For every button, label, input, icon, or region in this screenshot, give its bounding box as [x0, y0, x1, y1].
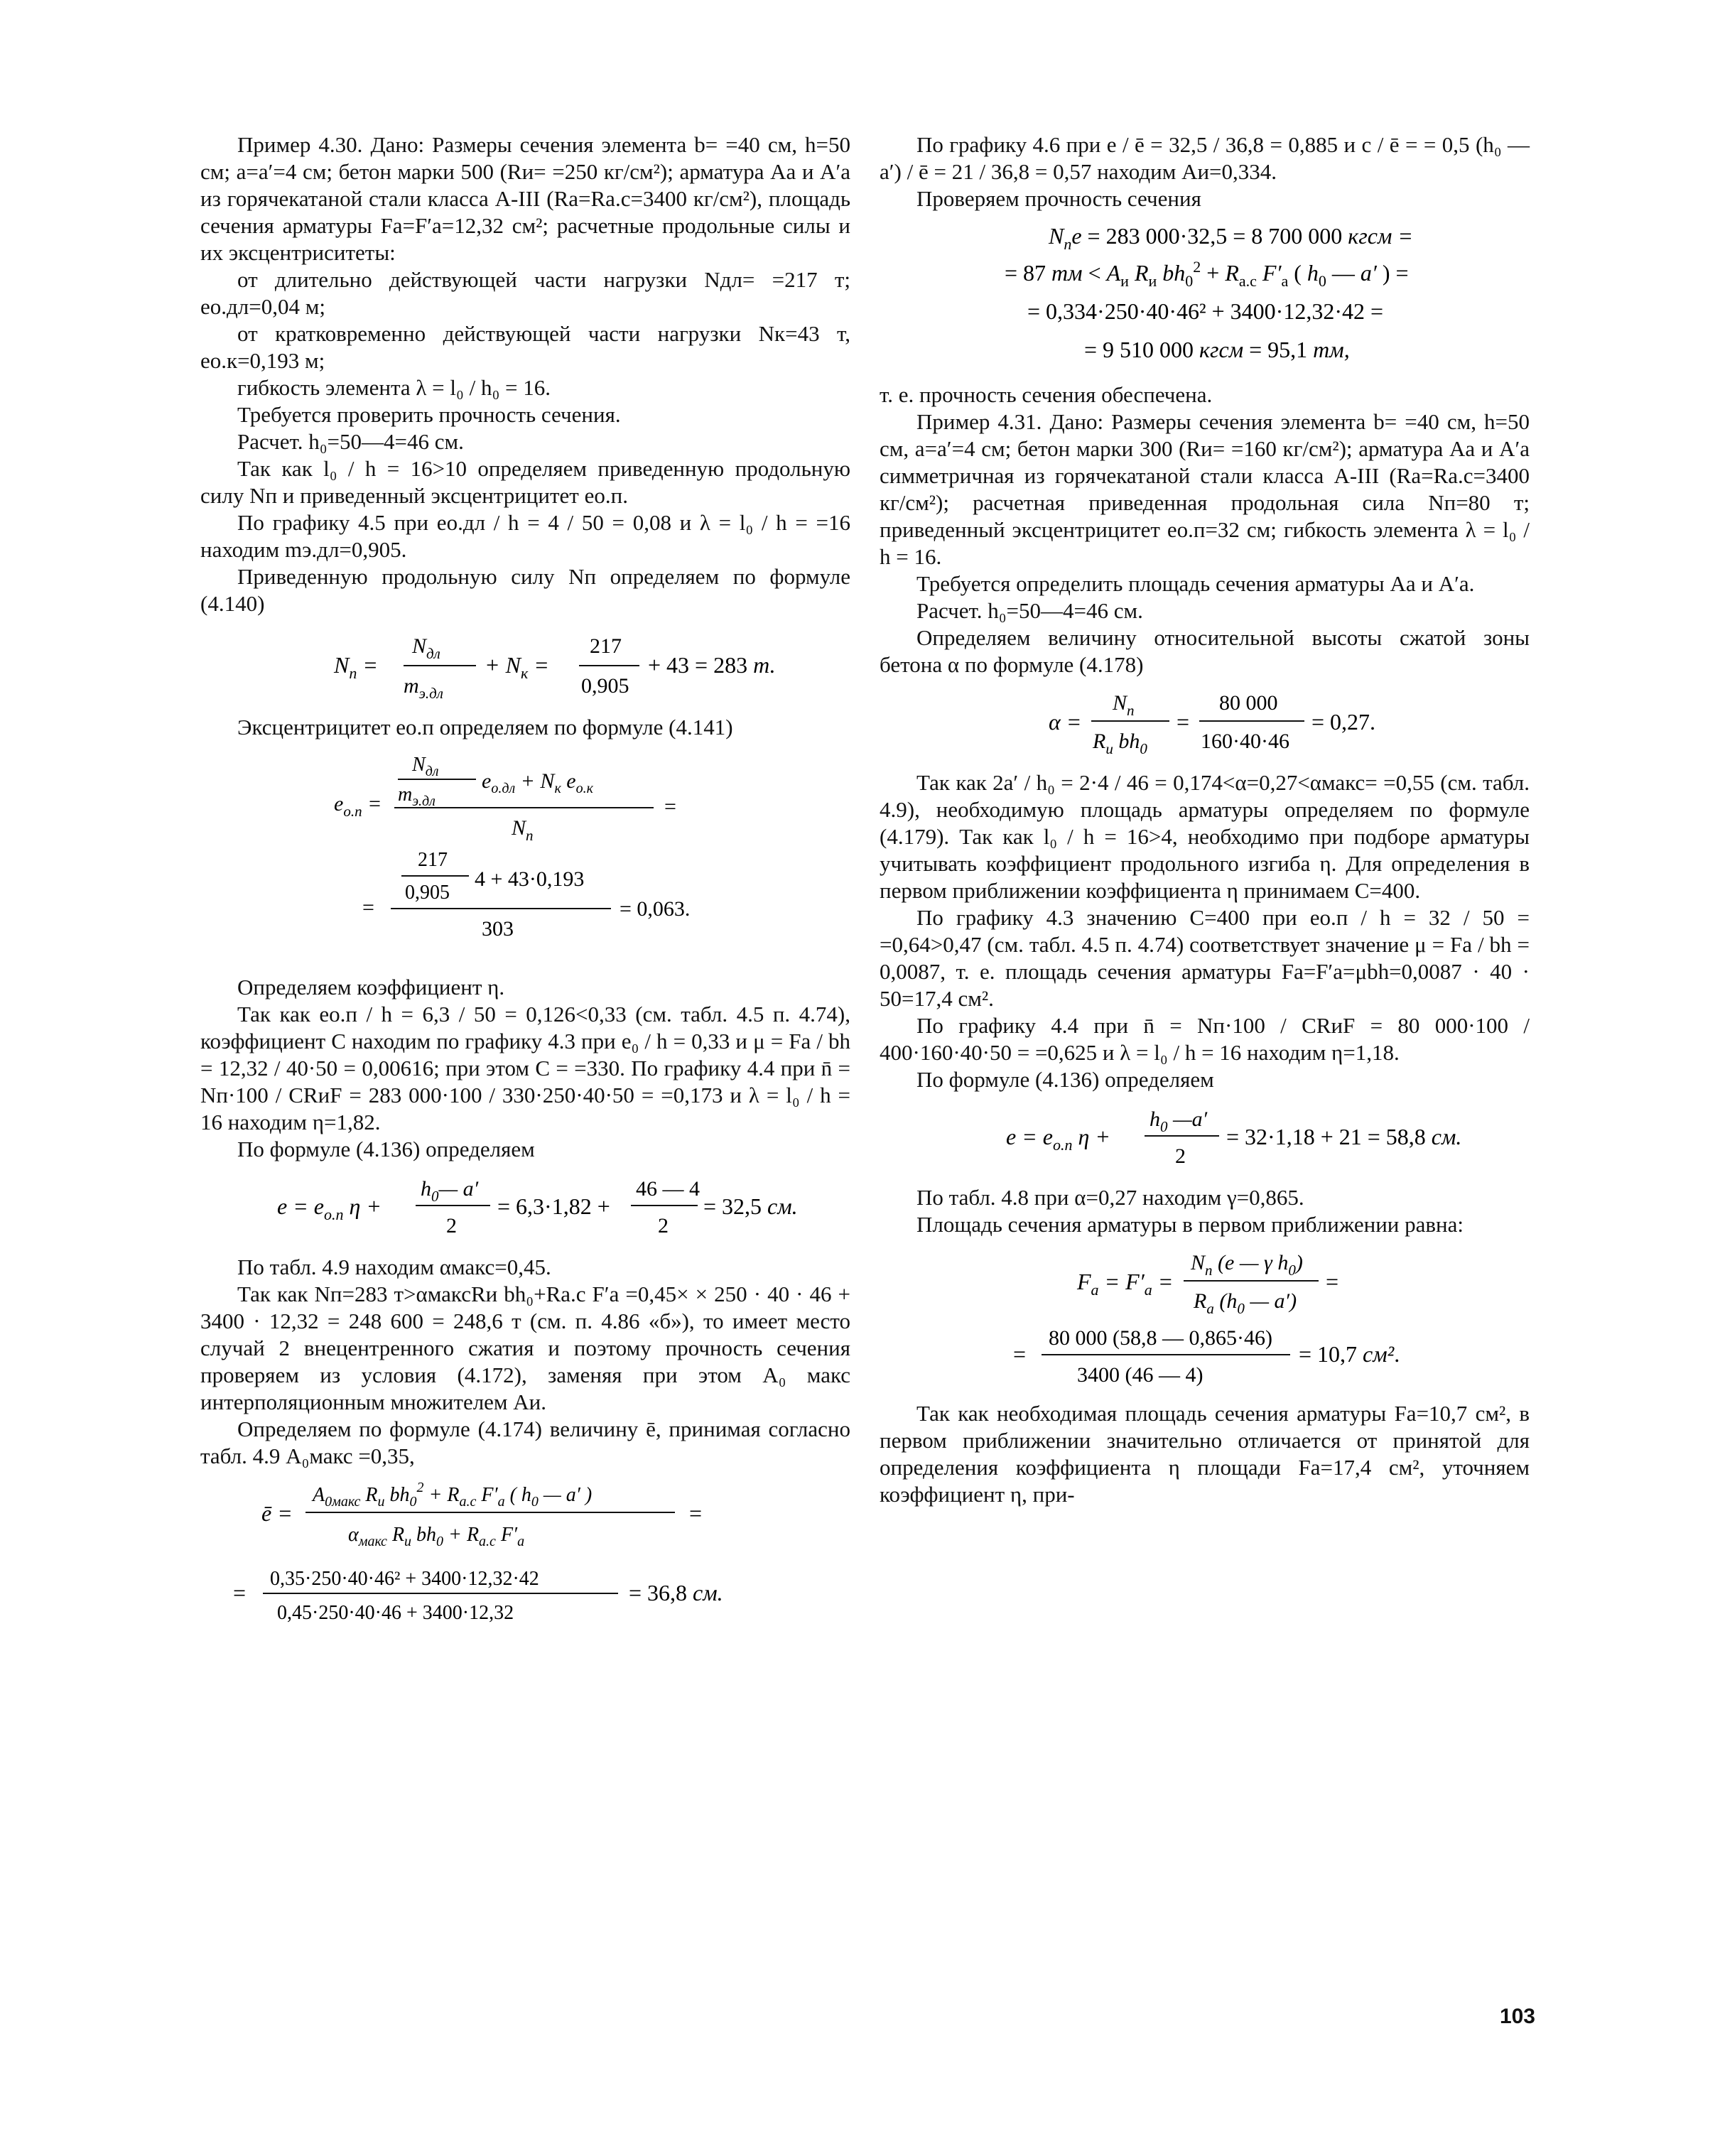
svg-text:0,35·250·40·46² + 3400·12,32·4: 0,35·250·40·46² + 3400·12,32·42: [269, 1568, 539, 1590]
calc-h0: Расчет. h₀=50—4=46 см.: [237, 429, 464, 454]
example-4-31-given: Пример 4.31. Дано: Размеры сечения элемента b= =40 см, h=50 см, a=a′=4 см; бетон марки 300 (Rи= =160 кг/см²); арматура Aа и A′а симметричная из горячекатаной стали класса А-III (Rа=Rа.с=3400 кг/см²); расчетная приведенная продольная сила Nп=80 т; приведенный эксцентрицитет eо.п=32 см; гибкость элемента λ = l₀ / h = 16.: [880, 409, 1530, 569]
svg-text:h0 —a′: $h_0$ —a′: [1149, 1107, 1207, 1135]
svg-text:Rа (h0 — a′): $R_а$ ($h_0$ — a′): [1193, 1289, 1297, 1317]
svg-text:2: 2: [657, 1214, 669, 1237]
flexibility: гибкость элемента λ = l₀ / h₀ = 16.: [237, 375, 551, 400]
svg-text:h0— a′: $h_0—$ a′: [420, 1177, 478, 1205]
svg-text:A0макс Rи bh02 + Rа.с F′а ( h0: $A_{0макс}$ $R_и$ $bh_0^2 + R_{а.с}$ $F'_а$ ( $h_0$ — a′ ): [312, 1480, 592, 1510]
svg-text:217: 217: [417, 849, 448, 871]
paragraph: По графику 4.6 при e / ē = 32,5 / 36,8 = 0,885 и c / ē = = 0,5 (h₀ — a′) / ē = 21 / 36,8 = 0,57 находим Aи=0,334.: [880, 132, 1530, 184]
paragraph: Площадь сечения арматуры в первом приближении равна:: [916, 1212, 1464, 1237]
formula-np-graphic: [305, 627, 776, 704]
svg-text:eо.п =: $e_{о.п}$ =: [333, 792, 382, 820]
svg-text:Rи bh0: $R_и$ $bh_0$: [1092, 730, 1147, 757]
paragraph: Так как l₀ / h = 16>10 определяем приведенную продольную силу Nп и приведенный эксцентрицитет eо.п.: [200, 456, 850, 508]
left-column: [200, 131, 850, 1639]
formula-e-2: [880, 1103, 1530, 1174]
svg-text:= 0,334·250·40·46² + 3400·12,3: = 0,334·250·40·46² + 3400·12,32·42 =: [1027, 298, 1383, 324]
svg-text:= 36,8 см.: = 36,8 см.: [628, 1580, 723, 1605]
svg-text:e = eо.п η +: $e = e_{о.п}$ η +: [276, 1193, 382, 1223]
svg-text:=: =: [688, 1500, 702, 1526]
right-column: [880, 131, 1530, 1508]
paragraph: Определяем величину относительной высоты сжатой зоны бетона α по формуле (4.178): [880, 625, 1530, 677]
svg-text:=: =: [664, 795, 676, 818]
svg-text:= 32,5 см.: = 32,5 см.: [703, 1193, 798, 1219]
paragraph: Приведенную продольную силу Nп определяем по формуле (4.140): [200, 564, 850, 616]
paragraph: По табл. 4.8 при α=0,27 находим γ=0,865.: [916, 1185, 1304, 1210]
svg-text:α =: α =: [1048, 709, 1081, 735]
svg-text:2: 2: [1174, 1144, 1186, 1168]
formula-e-2-graphic: [956, 1103, 1461, 1174]
svg-text:217: 217: [589, 634, 622, 658]
svg-text:αмакс Rи bh0 + Rа.с F′а: $\alpha_{макс}$ $R_и$ $bh_0 + R_{а.с}$ $F'_а$: [347, 1524, 524, 1549]
paragraph: Проверяем прочность сечения: [916, 186, 1201, 211]
task: Требуется проверить прочность сечения.: [237, 402, 621, 427]
svg-text:= 6,3·1,82 +: = 6,3·1,82 +: [497, 1193, 610, 1219]
svg-text:Nп =: $N_п$ =: [333, 652, 378, 682]
svg-text:0,905: 0,905: [580, 674, 629, 698]
svg-text:=: =: [232, 1580, 246, 1605]
svg-text:= 9 510 000 кгсм = 95,1 тм,: = 9 510 000 кгсм = 95,1 тм,: [1083, 337, 1350, 362]
paragraph: Определяем по формуле (4.174) величину ē, принимая согласно табл. 4.9 A₀макс =0,35,: [200, 1416, 850, 1468]
svg-text:eо.дл + Nк eо.к: $e_{о.дл} + N_к$ $e_{о.к}$: [481, 769, 593, 796]
page-number: 103: [1499, 2005, 1535, 2028]
svg-text:160·40·46: 160·40·46: [1200, 730, 1289, 753]
paragraph: Эксцентрицитет eо.п определяем по формуле (4.141): [237, 715, 733, 740]
svg-text:=: =: [1176, 709, 1189, 735]
formula-e-bar: [200, 1480, 850, 1629]
long-term-load: от длительно действующей части нагрузки Nдл= =217 т; eо.дл=0,04 м;: [200, 267, 850, 319]
paragraph: По формуле (4.136) определяем: [916, 1067, 1214, 1092]
svg-text:3400 (46 — 4): 3400 (46 — 4): [1076, 1363, 1203, 1387]
svg-text:mэ.дл: $m_{э.дл}$: [397, 784, 436, 809]
svg-text:Nдл: $N_{дл}$: [411, 754, 439, 779]
paragraph: Так как eо.п / h = 6,3 / 50 = 0,126<0,33 (см. табл. 4.5 п. 4.74), коэффициент C находим по графику 4.3 при e₀ / h = 0,33 и μ = Fа / bh = 12,32 / 40·50 = 0,00616; при этом C = =330. По графику 4.4 при n̄ = Nп·100 / CRиF = 283 000·100 / 330·250·40·50 = =0,173 и λ = l₀ / h = 16 находим η=1,82.: [200, 1002, 850, 1134]
svg-text:+ Nк =: + $N_к$ =: [484, 652, 549, 682]
paragraph: т. е. прочность сечения обеспечена.: [880, 382, 1213, 407]
svg-text:e = eо.п η +: $e = e_{о.п}$ η +: [1005, 1124, 1110, 1154]
paragraph: Так как 2a′ / h₀ = 2·4 / 46 = 0,174<α=0,27<αмакс= =0,55 (см. табл. 4.9), необходимую площадь арматуры определяем по формуле (4.179). Так как l₀ / h = 16>4, необходимо при подборе арматуры учитывать коэффициент продольного изгиба η. Для определения в первом приближении коэффициента η принимаем C=400.: [880, 770, 1530, 903]
svg-text:= 0,063.: = 0,063.: [619, 897, 690, 921]
svg-text:2: 2: [445, 1214, 457, 1237]
svg-text:Nдл: $N_{дл}$: [411, 634, 440, 662]
formula-e-graphic: [263, 1173, 798, 1244]
svg-text:= 0,27.: = 0,27.: [1311, 709, 1375, 735]
formula-e: [200, 1173, 850, 1244]
svg-text:=: =: [1325, 1269, 1338, 1294]
paragraph: По графику 4.4 при n̄ = Nп·100 / CRиF = 80 000·100 / 400·160·40·50 = =0,625 и λ = l₀ / h = 16 находим η=1,18.: [880, 1013, 1530, 1065]
svg-text:303: 303: [481, 917, 514, 941]
formula-alpha: [880, 688, 1530, 759]
paragraph: По графику 4.3 значению C=400 при eо.п / h = 32 / 50 = =0,64>0,47 (см. табл. 4.5 п. 4.74) соответствует значение μ = Fа / bh = 0,0087, т. е. площадь сечения арматуры Fа=F′а=μbh=0,0087 · 40 · 50=17,4 см².: [880, 905, 1530, 1011]
svg-text:0,45·250·40·46 + 3400·12,32: 0,45·250·40·46 + 3400·12,32: [276, 1602, 514, 1624]
calc-h0: Расчет. h₀=50—4=46 см.: [916, 598, 1143, 623]
short-term-load: от кратковременно действующей части нагрузки Nк=43 т, eо.к=0,193 м;: [200, 321, 850, 373]
svg-text:Nп: $N_п$: [511, 816, 534, 844]
formula-fa: [880, 1248, 1530, 1390]
svg-text:= 32·1,18 + 21 = 58,8 см.: = 32·1,18 + 21 = 58,8 см.: [1226, 1124, 1461, 1149]
example-4-30-given: Пример 4.30. Дано: Размеры сечения элемента b= =40 см, h=50 см; a=a′=4 см; бетон марки 500 (Rи= =250 кг/см²); арматура Aа и A′а из горячекатаной стали класса А-III (Rа=Rа.с=3400 кг/см²), площадь сечения арматуры Fа=F′а=12,32 см²; расчетные продольные силы и их эксцентриситеты:: [200, 132, 850, 265]
formula-alpha-graphic: [1006, 688, 1404, 759]
formula-np: [200, 627, 850, 704]
paragraph: Определяем коэффициент η.: [237, 975, 505, 1000]
formula-eop: [200, 751, 850, 964]
formula-e-bar-graphic: [220, 1480, 831, 1629]
paragraph: Так как необходимая площадь сечения арматуры Fа=10,7 см², в первом приближении значительно отличается от принятой для определения коэффициента η площади Fа=17,4 см², уточняем коэффициент η, при-: [880, 1401, 1530, 1507]
svg-text:Nп: $N_п$: [1112, 691, 1135, 719]
svg-text:80 000 (58,8 — 0,865·46): 80 000 (58,8 — 0,865·46): [1048, 1326, 1272, 1350]
formula-fa-graphic: [935, 1248, 1475, 1390]
paragraph: По графику 4.5 при eо.дл / h = 4 / 50 = 0,08 и λ = l₀ / h = =16 находим mэ.дл=0,905.: [200, 510, 850, 562]
svg-text:= 10,7 см².: = 10,7 см².: [1298, 1341, 1400, 1367]
svg-text:= 87 тм < Aи Rи bh02 + Rа.с F′: = 87 тм < $A_и$ $R_и$ $bh_0^2 + R_{а.с}$ $F'_а$ ( $h_0$ — a′ ) =: [1004, 258, 1409, 290]
paragraph: По табл. 4.9 находим αмакс=0,45.: [237, 1255, 551, 1279]
formula-check-graphic: [921, 222, 1489, 372]
svg-text:0,905: 0,905: [404, 882, 450, 904]
svg-text:mэ.дл: $m_{э.дл}$: [403, 674, 443, 702]
svg-text:=: =: [362, 896, 374, 919]
svg-text:Nп (e — γ h0): $N_п$ (e — γ $h_0$): [1190, 1251, 1303, 1279]
paragraph: По формуле (4.136) определяем: [237, 1137, 535, 1161]
svg-text:=: =: [1012, 1341, 1026, 1367]
svg-text:ē =: ē =: [261, 1500, 293, 1526]
svg-text:4 + 43·0,193: 4 + 43·0,193: [474, 867, 584, 891]
svg-text:Fа = F′а =: $F_а = F'_а$ =: [1076, 1269, 1173, 1299]
svg-text:Nпe = 283 000·32,5 = 8 700 000: $N_пe = 283$ 000·32,5 = 8 700 000 кгсм =: [1048, 223, 1413, 253]
svg-text:46 — 4: 46 — 4: [635, 1177, 700, 1201]
formula-check: [880, 222, 1530, 372]
svg-text:80 000: 80 000: [1218, 691, 1277, 715]
paragraph: Так как Nп=283 т>αмаксRи bh₀+Rа.с F′а =0,45× × 250 · 40 · 46 + 3400 · 12,32 = 248 600 = 248,6 т (см. п. 4.86 «б»), то имеет место случай 2 внецентренного сжатия и поэтому прочность сечения проверяем из условия (4.172), заменяя при этом A₀ макс интерполяционным множителем Aи.: [200, 1282, 850, 1414]
svg-text:+ 43 = 283 т.: + 43 = 283 т.: [647, 652, 776, 678]
paragraph: Требуется определить площадь сечения арматуры Aа и A′а.: [916, 571, 1475, 596]
formula-eop-graphic: [256, 751, 796, 964]
